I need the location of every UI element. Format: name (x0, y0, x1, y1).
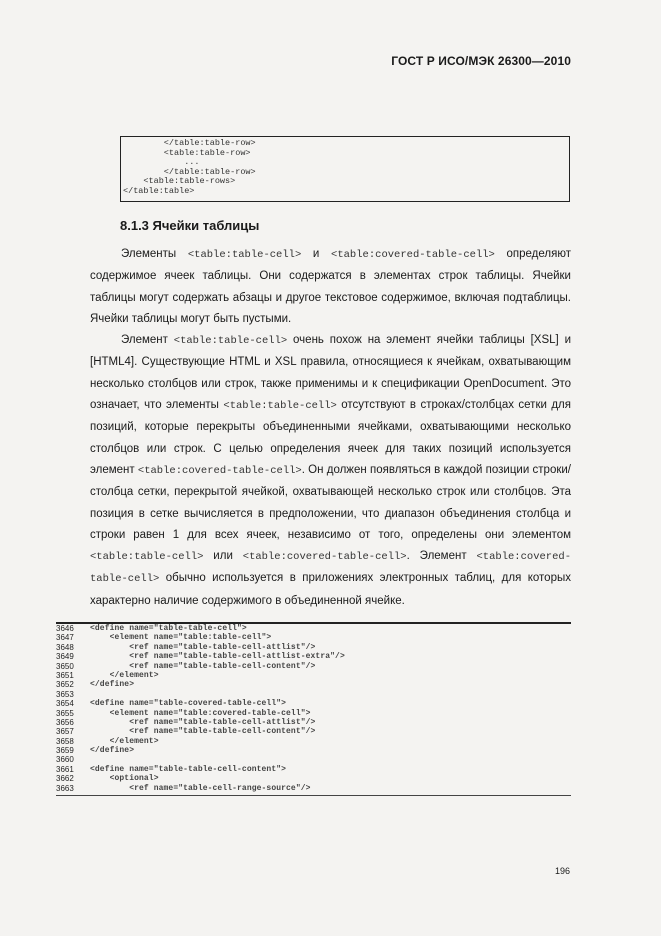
line-code: <ref name="table-table-cell-attlist"/> (90, 642, 316, 652)
listing-line (56, 699, 571, 708)
line-number: 3654 (56, 699, 74, 709)
line-number: 3657 (56, 727, 74, 737)
line-number: 3656 (56, 717, 74, 727)
body-text (90, 244, 571, 612)
listing-line (56, 690, 571, 699)
listing-line (56, 727, 571, 736)
line-code: <element name="table:covered-table-cell"> (90, 708, 311, 718)
line-number: 3649 (56, 652, 74, 662)
line-code: <define name="table-covered-table-cell"> (90, 699, 287, 709)
listing-line (56, 633, 571, 642)
inline-code: <table:table-cell> (173, 335, 288, 348)
line-code: <ref name="table-cell-range-source"/> (90, 783, 311, 793)
line-number: 3646 (56, 624, 74, 633)
line-code: </define> (90, 746, 135, 756)
line-number: 3648 (56, 642, 74, 652)
listing-bottom-rule (56, 795, 571, 796)
code-line: <table:table-rows> (123, 176, 236, 186)
listing-line (56, 746, 571, 755)
listing-line (56, 643, 571, 652)
listing-line (56, 652, 571, 661)
line-number: 3647 (56, 633, 74, 643)
inline-code: <table:covered-table-cell> (331, 249, 495, 261)
line-number: 3659 (56, 746, 74, 756)
line-number: 3658 (56, 736, 74, 746)
listing-line (56, 755, 571, 764)
listing-line (56, 662, 571, 671)
listing-line (56, 737, 571, 746)
line-number: 3655 (56, 708, 74, 718)
code-line: </table:table-row> (123, 166, 256, 177)
line-code: <element name="table:table-cell"> (90, 633, 272, 643)
inline-code: <table:covered-table-cell> (90, 551, 571, 586)
line-code: <define name="table-table-cell-content"> (90, 764, 287, 774)
line-number: 3653 (56, 689, 74, 699)
paragraph-1: Элементы <table:table-cell> и <table:covered-table-cell> определяют содержимое ячеек таблицы. Они содержатся в элементах строк таблицы. Ячейки таблицы могут содержать абзацы и другое текстовое содержимое, включая подтаблицы. Ячейки таблицы могут быть пустыми. (90, 248, 571, 325)
line-code: <ref name="table-table-cell-content"/> (90, 661, 316, 671)
listing-line (56, 624, 571, 633)
line-number: 3651 (56, 670, 74, 680)
code-line: <table:table-row> (123, 147, 251, 158)
listing-line (56, 709, 571, 718)
code-line: </table:table> (123, 185, 195, 196)
line-number: 3662 (56, 774, 74, 784)
code-example-box (120, 136, 570, 202)
listing-line (56, 671, 571, 680)
line-code: <ref name="table-table-cell-attlist"/> (90, 717, 316, 727)
inline-code: <table:table-cell> (187, 249, 302, 261)
listing-line (56, 680, 571, 689)
listing-line (56, 765, 571, 774)
page-number: 196 (554, 866, 570, 876)
line-code: </define> (90, 680, 135, 690)
line-number: 3650 (56, 661, 74, 671)
line-code: </element> (90, 736, 159, 746)
inline-code: <table:covered-table-cell> (242, 551, 407, 564)
inline-code: <table:table-cell> (90, 551, 204, 564)
listing-rows (56, 624, 571, 793)
schema-listing (56, 622, 571, 796)
document-header: ГОСТ Р ИСО/МЭК 26300—2010 (391, 54, 571, 68)
listing-line (56, 718, 571, 727)
code-line: </table:table-row> (123, 138, 256, 148)
section-heading: 8.1.3 Ячейки таблицы (120, 218, 260, 233)
listing-line (56, 784, 571, 793)
listing-line (56, 774, 571, 783)
line-code: <optional> (90, 774, 159, 784)
inline-code: <table:table-cell> (223, 400, 337, 413)
line-code: </element> (90, 670, 159, 680)
line-code: <ref name="table-table-cell-attlist-extra"/> (90, 652, 345, 662)
line-number: 3661 (56, 764, 74, 774)
code-line: ... (123, 157, 200, 167)
paragraph-2: Элемент <table:table-cell> очень похож на элемент ячейки таблицы [XSL] и [HTML4]. Существующие HTML и XSL правила, относящиеся к ячейкам, охватывающим несколько столбцов или строк, также применимы и к спецификации OpenDocument. Это означает, что элементы <table:table-cell> отсутствуют в строках/столбцах сетки для позиций, которые перекрыты объединенными ячейками, охватывающими несколько столбцов или строк. С целью определения ячеек для таких позиций используется элемент <table:covered-table-cell>. Он должен появляться в каждой позиции строки/столбца сетки, перекрытой ячейкой, охватывающей несколько строк или столбцов. Эта позиция в сетке вычисляется в предположении, что диапазон объединения столбца и строки равен 1 для всех ячеек, независимо от того, определены они элементом <table:table-cell> или <table:covered-table-cell>. Элемент <table:covered-table-cell> обычно используется в приложениях электронных таблиц, для которых характерно наличие содержимого в объединенной ячейке. (90, 334, 571, 607)
line-number: 3652 (56, 680, 74, 690)
line-number: 3660 (56, 755, 74, 765)
inline-code: <table:covered-table-cell> (137, 464, 302, 477)
line-code: <define name="table-table-cell"> (90, 624, 247, 633)
line-code: <ref name="table-table-cell-content"/> (90, 727, 316, 737)
line-number: 3663 (56, 783, 74, 793)
